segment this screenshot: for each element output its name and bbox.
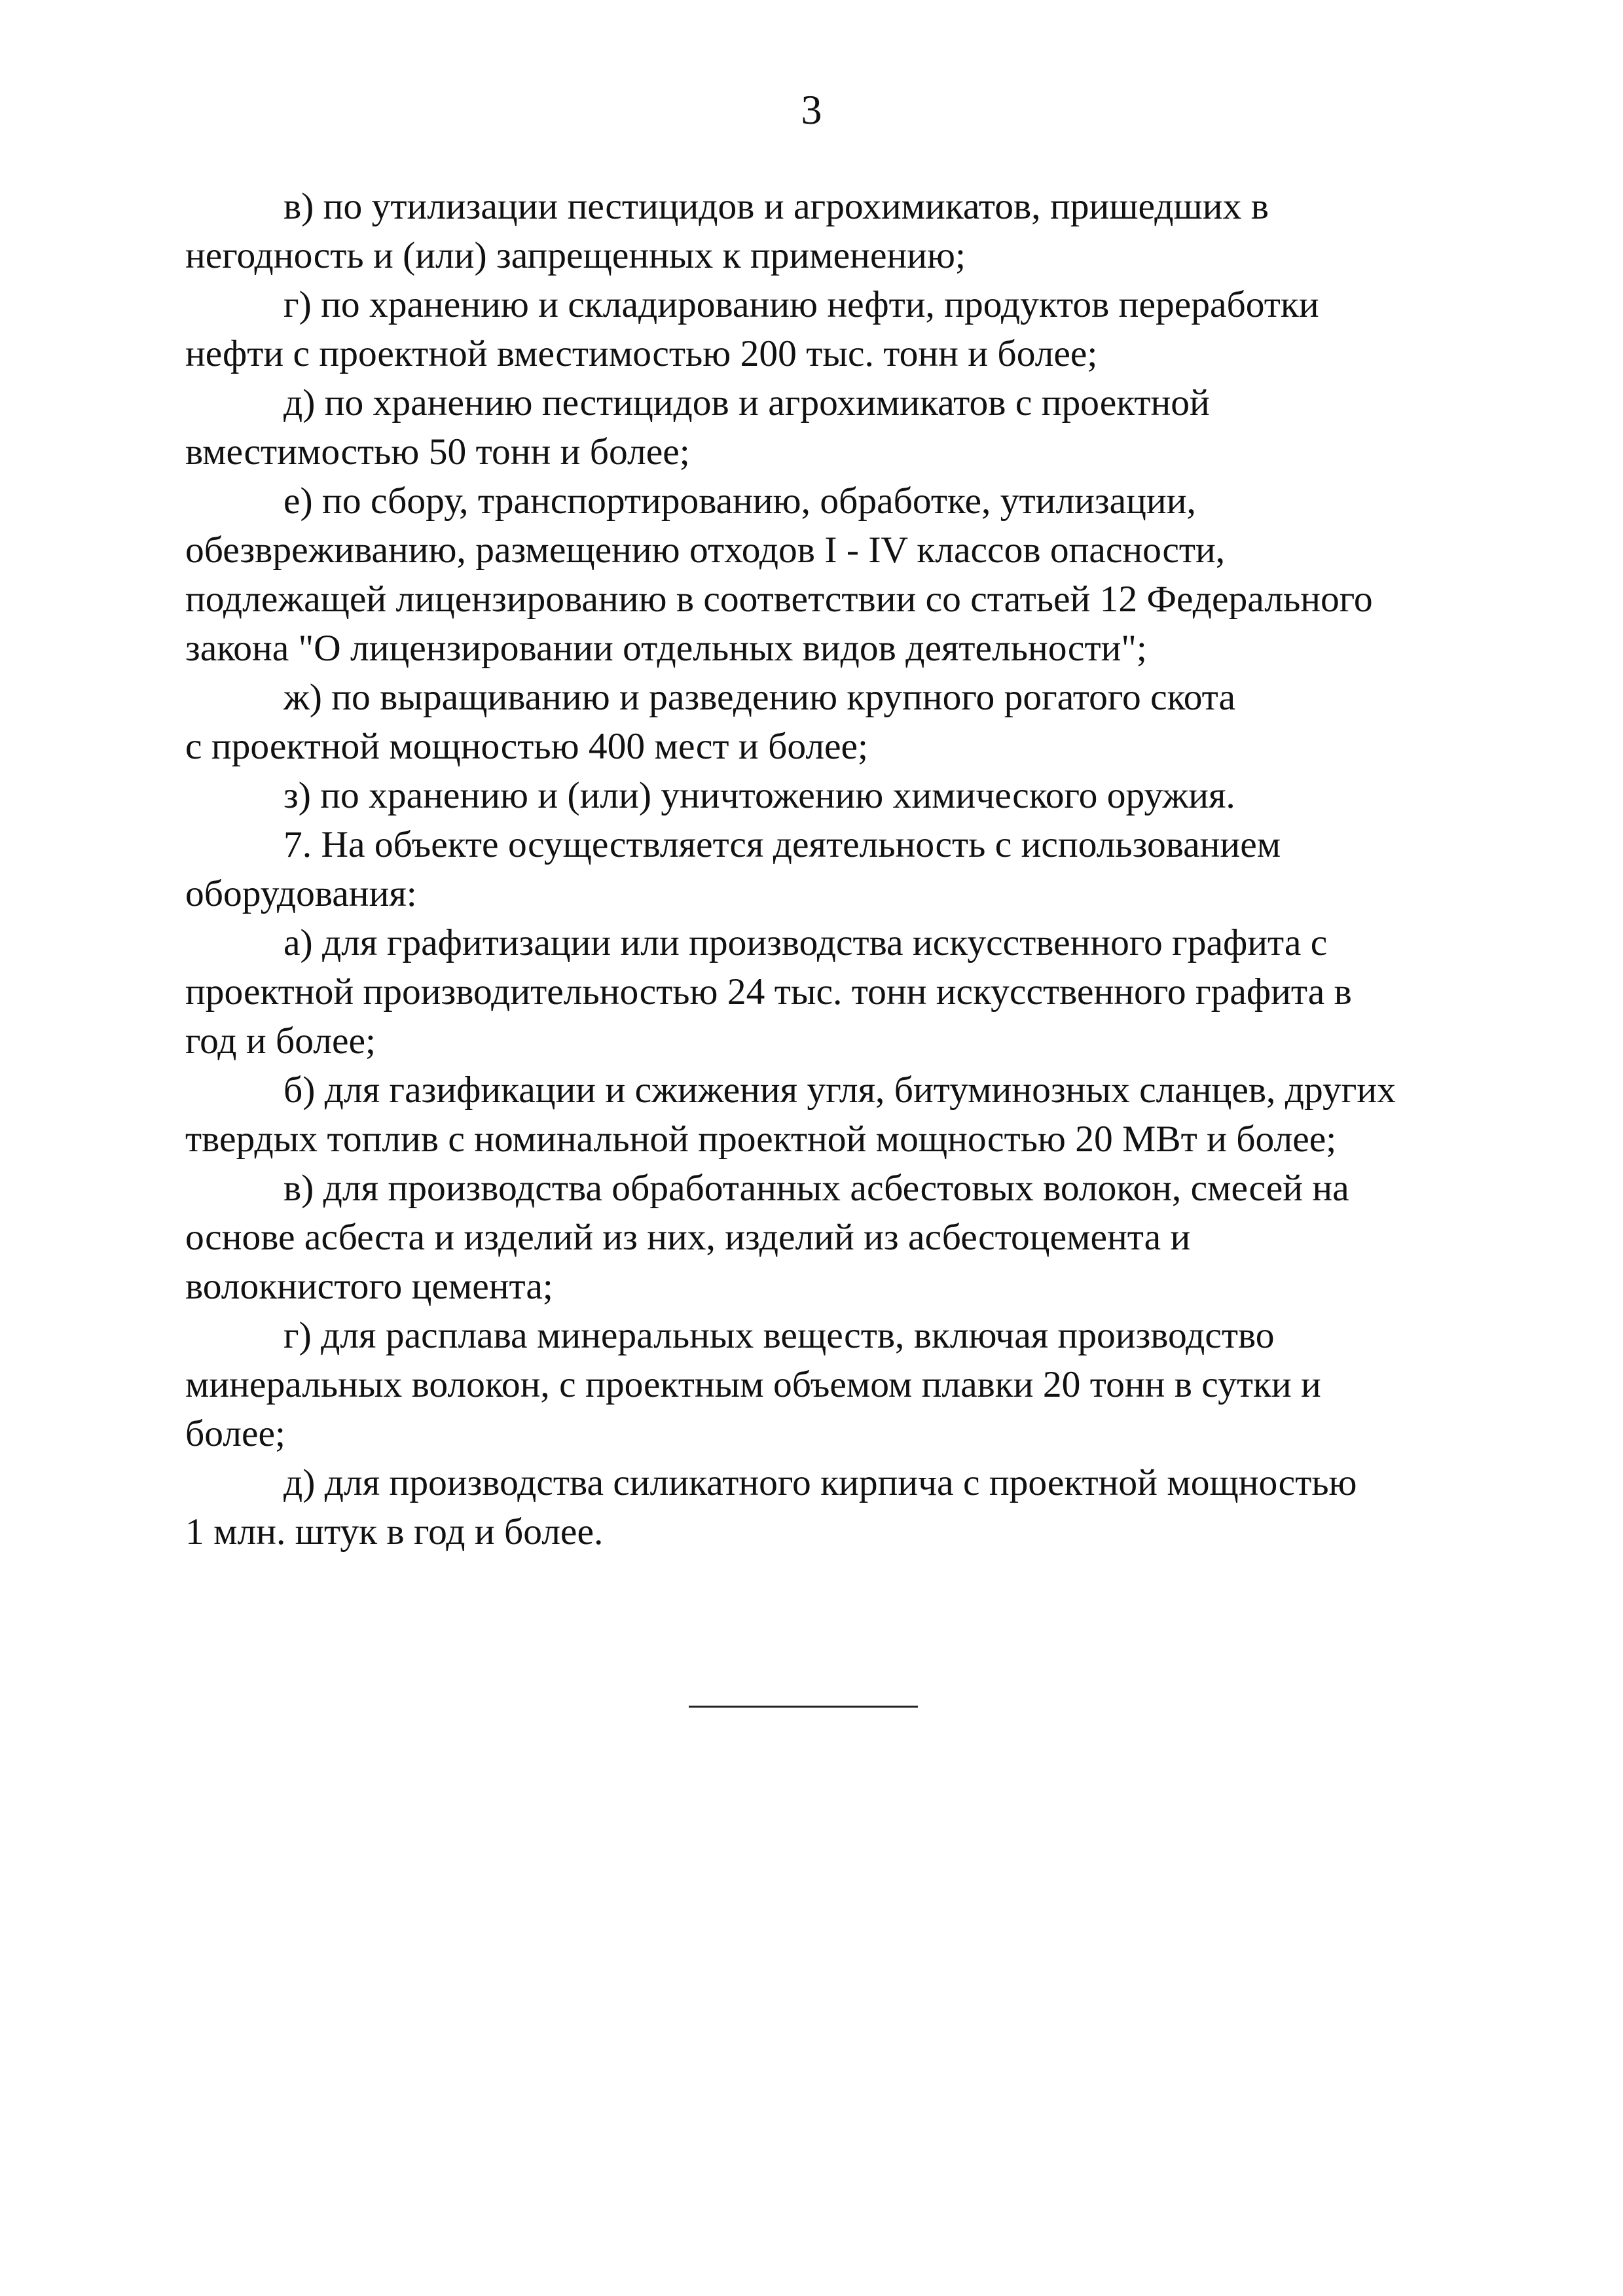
paragraph-e-waste-handling: е) по сбору, транспортированию, обработке, утилизации, обезвреживанию, размещению отходов I - IV классов опасности, подлежащей лицензированию в соответствии со статьей 12 Федерального закона "О лицензировании отдельных видов деятельности";	[185, 480, 1373, 669]
document-body	[185, 182, 1425, 1556]
paragraph-g-mineral-melting: г) для расплава минеральных веществ, включая производство минеральных волокон, с проектным объемом плавки 20 тонн в сутки и более;	[185, 1315, 1321, 1454]
page-number: 3	[801, 86, 822, 133]
end-separator-line	[689, 1706, 918, 1708]
paragraph-v-pesticide-disposal: в) по утилизации пестицидов и агрохимикатов, пришедших в негодность и (или) запрещенных к применению;	[185, 186, 1269, 276]
paragraph-b-coal-gasification: б) для газификации и сжижения угля, битуминозных сланцев, других твердых топлив с номинальной проектной мощностью 20 МВт и более;	[185, 1069, 1396, 1160]
paragraph-v-asbestos: в) для производства обработанных асбестовых волокон, смесей на основе асбеста и изделий из них, изделий из асбестоцемента и волокнистого цемента;	[185, 1168, 1349, 1307]
paragraph-d-pesticide-storage: д) по хранению пестицидов и агрохимикатов с проектной вместимостью 50 тонн и более;	[185, 382, 1210, 473]
paragraph-zh-cattle-breeding: ж) по выращиванию и разведению крупного рогатого скота с проектной мощностью 400 мест и более;	[185, 677, 1236, 767]
paragraph-7-equipment: 7. На объекте осуществляется деятельность с использованием оборудования:	[185, 824, 1281, 914]
paragraph-d-silicate-brick: д) для производства силикатного кирпича с проектной мощностью 1 млн. штук в год и более.	[185, 1462, 1357, 1552]
paragraph-a-graphite: а) для графитизации или производства искусственного графита с проектной производительностью 24 тыс. тонн искусственного графита в год и более;	[185, 922, 1352, 1062]
paragraph-g-oil-storage: г) по хранению и складированию нефти, продуктов переработки нефти с проектной вместимостью 200 тыс. тонн и более;	[185, 284, 1319, 374]
paragraph-z-chemical-weapons: з) по хранению и (или) уничтожению химического оружия.	[283, 775, 1235, 816]
